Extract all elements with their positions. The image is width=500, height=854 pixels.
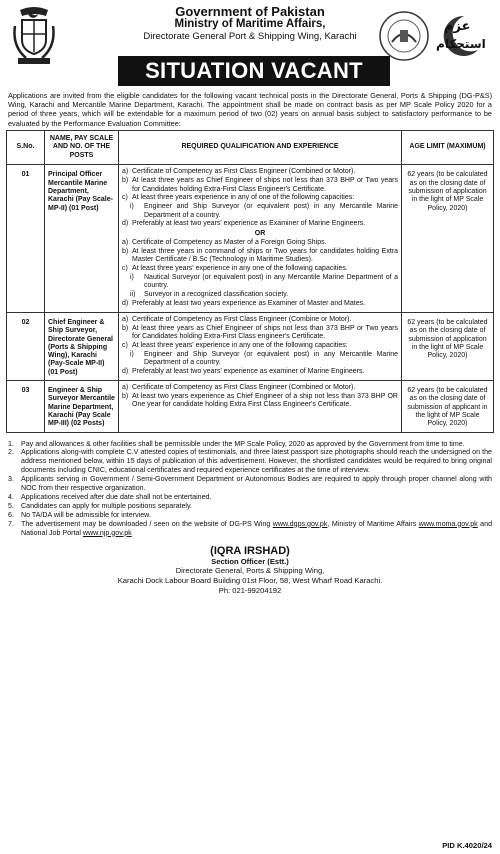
- government-title: Government of Pakistan: [175, 4, 325, 19]
- qualification-marker: a): [122, 384, 129, 392]
- link-moma-website[interactable]: www.moma.gov.pk: [418, 519, 478, 528]
- qualification-marker: b): [122, 247, 129, 255]
- qualification-item: [122, 300, 398, 308]
- note-text: Applicants serving in Government / Semi-Government Department or Autonomous Bodies are required to apply through proper channel along with NOC from their respective organization.: [21, 475, 492, 493]
- qualification-text: Preferably at least two years' experience as Examiner of Marine Engineers.: [132, 220, 366, 228]
- cell-sno: 01: [7, 165, 45, 313]
- note-item: [8, 448, 492, 475]
- qualification-item: [122, 342, 398, 350]
- qualification-marker: a): [122, 168, 129, 176]
- cell-sno: 02: [7, 313, 45, 381]
- svg-text:استحکام: استحکام: [436, 37, 486, 51]
- qualification-text: At least three years in command of ships or Two years for candidates holding Extra Master Certificate / B.Sc (Technology in Maritime Studies).: [132, 247, 398, 264]
- svg-text:عزم: عزم: [444, 19, 471, 34]
- qualification-item: [122, 393, 398, 410]
- note-item: [8, 520, 492, 538]
- qualification-marker: d): [122, 300, 129, 308]
- cell-age-limit: 62 years (to be calculated as on the closing date of submission of applicant in the light of MP Scale Policy, 2020): [402, 381, 494, 432]
- vacancy-table: [6, 130, 494, 433]
- ministry-title: Ministry of Maritime Affairs,: [174, 18, 326, 30]
- note-text: The advertisement may be downloaded / seen on the website of DG-PS Wing www.dgps.gov.pk, Ministry of Maritime Affairs www.moma.gov.pk and National Job Portal www.njp.gov.pk: [21, 519, 493, 537]
- note-text: Applications received after due date shall not be entertained.: [21, 493, 212, 501]
- qualification-item: [122, 325, 398, 342]
- qualification-text: At least three years' experience in any one of the following capacities.: [132, 265, 348, 273]
- qualification-marker: c): [122, 194, 128, 202]
- cell-post-name: Chief Engineer & Ship Surveyor, Directorate General (Ports & Shipping Wing), Karachi (Pay-Scale MP-II) (01 Post): [45, 313, 119, 381]
- note-number: 1.: [8, 439, 14, 448]
- note-number: 3.: [8, 475, 14, 484]
- cell-qualification: [119, 381, 402, 432]
- note-text: Candidates can apply for multiple positions separately.: [21, 501, 193, 510]
- note-item: [8, 511, 492, 520]
- note-number: 5.: [8, 501, 14, 510]
- qualification-text: At least two years experience as Chief Engineer of a ship not less than 373 BHP OR One year for candidate holding Extra First Class Engineer's Certificate.: [132, 392, 398, 409]
- qualification-item: [122, 203, 398, 220]
- table-row: [7, 165, 494, 313]
- qualification-item: [122, 274, 398, 291]
- table-row: [7, 313, 494, 381]
- note-text: No TA/DA will be admissible for interview.: [21, 510, 151, 519]
- qualification-item: [122, 239, 398, 247]
- qualification-item: [122, 316, 398, 324]
- qualification-marker: i): [130, 274, 134, 282]
- qualification-text: At least three years as Chief Engineer of ships not less than 373 BHP or Two years for Candidates holding Extra-First Class Engineer's Certificate.: [132, 177, 398, 193]
- notes-list: [8, 440, 492, 538]
- or-separator: OR: [254, 229, 266, 237]
- note-text: Applications along-with complete C.V attested copies of testimonials, and three latest passport size photographs should reach the undersigned on the address mentioned below, within 15 days of publication of this advertisement. However, the shortlisted candidates would be required to bring original documents including CNIC, educational certificates and required experience certificates at the time of interview.: [21, 448, 492, 475]
- signatory-designation: Section Officer (Estt.): [211, 556, 289, 566]
- qualification-marker: c): [122, 265, 128, 273]
- table-row: [7, 381, 494, 432]
- signatory-name: (IQRA IRSHAD): [210, 544, 290, 557]
- qualification-marker: c): [122, 342, 128, 350]
- table-header-row: [7, 130, 494, 165]
- situation-vacant-banner: SITUATION VACANT: [118, 56, 390, 86]
- qualification-marker: b): [122, 392, 129, 400]
- qualification-item: [122, 220, 398, 228]
- qualification-marker: ii): [130, 291, 136, 299]
- qualification-item: [122, 265, 398, 273]
- cell-post-name: Principal Officer Mercantile Marine Department, Karachi (Pay Scale-MP-II) (01 Post): [45, 165, 119, 313]
- link-njp-website[interactable]: www.njp.gov.pk: [82, 528, 132, 537]
- cell-age-limit: 62 years (to be calculated as on the closing date of submission of application in the light of MP Scale Policy, 2020): [402, 165, 494, 313]
- note-item: [8, 493, 492, 502]
- qualification-text: Surveyor in a recognized classification society.: [144, 291, 289, 299]
- qualification-text: At least three years experience in any of one of the following capacities:: [132, 194, 355, 202]
- qualification-text: Engineer and Ship Surveyor (or equivalent post) in any Mercantile Marine Department of a country.: [144, 350, 398, 367]
- note-number: 6.: [8, 510, 14, 519]
- header-qualification: REQUIRED QUALIFICATION AND EXPERIENCE: [119, 130, 402, 165]
- qualification-marker: a): [122, 239, 129, 247]
- azm-e-istehkam-logo-icon: [378, 8, 486, 66]
- qualification-item: [122, 351, 398, 368]
- qualification-text: At least three years as Chief Engineer of ships not less than 373 BHP or Two years for Candidates holding Extra-First Class engineer's Certificate.: [132, 324, 398, 341]
- note-number: 4.: [8, 493, 14, 501]
- pid-number: PID K.4020/24: [442, 841, 492, 850]
- qualification-item: [122, 177, 398, 194]
- qualification-text: Certificate of Competency as First Class Engineer (Combined or Motor).: [132, 384, 356, 392]
- header-name: NAME, PAY SCALE AND NO. OF THE POSTS: [45, 130, 119, 165]
- qualification-text: Engineer and Ship Surveyor (or equivalent post) in any Mercantile Marine Department of a country.: [144, 203, 398, 219]
- qualification-marker: d): [122, 220, 129, 228]
- qualification-marker: a): [122, 316, 129, 323]
- cell-qualification: [119, 313, 402, 381]
- note-item: [8, 475, 492, 493]
- directorate-title: Directorate General Port & Shipping Wing, Karachi: [143, 31, 357, 42]
- cell-post-name: Engineer & Ship Surveyor Mercantile Marine Department, Karachi (Pay Scale MP-III) (02 Posts): [45, 381, 119, 432]
- qualification-text: Nautical Surveyor (or equivalent post) in any Mercantile Marine Department of a country.: [144, 274, 398, 290]
- qualification-marker: i): [130, 203, 134, 211]
- qualification-marker: b): [122, 177, 129, 185]
- qualification-text: Certificate of Competency as Master of a Foreign Going Ships.: [132, 239, 327, 247]
- cell-qualification: [119, 165, 402, 313]
- qualification-text: Certificate of Competency as First Class Engineer (Combine or Motor).: [132, 316, 352, 323]
- link-dgps-website[interactable]: www.dgps.gov.pk: [272, 519, 328, 528]
- qualification-item: [122, 368, 398, 376]
- qualification-item: [122, 291, 398, 299]
- phone-line: Ph: 021-99204192: [218, 585, 282, 595]
- cell-sno: 03: [7, 381, 45, 432]
- qualification-marker: i): [130, 350, 134, 358]
- header-sno: S.No.: [7, 130, 45, 165]
- qualification-item: [122, 384, 398, 392]
- signature-block: [6, 545, 494, 596]
- note-number: 2.: [8, 448, 14, 457]
- qualification-item: [122, 194, 398, 202]
- note-item: [8, 502, 492, 511]
- note-number: 7.: [8, 519, 14, 528]
- qualification-marker: b): [122, 324, 129, 332]
- header-age-limit: AGE LIMIT (MAXIMUM): [402, 130, 494, 165]
- qualification-item: [122, 248, 398, 265]
- address-line-2: Karachi Dock Labour Board Building 01st Floor, 58, West Wharf Road Karachi.: [117, 575, 383, 585]
- intro-paragraph: Applications are invited from the eligible candidates for the following vacant technical posts in the Directorate General, Ports & Shipping (DG-P&S) Wing, Karachi and Mercantile Marine Department, Karachi. The appointment shall be made on contract basis as per MP Scale Policy 2020 for a period of three years, which will be extendable for a maximum period of two (02) years on annual basis subject to satisfactory performance to be evaluated by the Performance Evaluation Committee:: [8, 91, 492, 128]
- header: [6, 0, 494, 86]
- address-line-1: Directorate General, Ports & Shipping Wing,: [175, 565, 325, 575]
- note-text: Pay and allowances & other facilities shall be permissible under the MP Scale Policy, 2020 as approved by the Government from time to time.: [21, 439, 465, 448]
- qualification-text: Certificate of Competency as First Class Engineer (Combined or Motor).: [132, 168, 356, 176]
- qualification-text: Preferably at least two years' experience as examiner of Marine Engineers.: [132, 368, 365, 376]
- cell-age-limit: 62 years (to be calculated as on the closing date of submission of application in the light of MP Scale Policy, 2020): [402, 313, 494, 381]
- qualification-text: At least three years' experience in any one of the following capacities:: [132, 342, 348, 350]
- qualification-text: Preferably at least two years experience as Examiner of Master and Mates.: [132, 300, 366, 308]
- qualification-marker: d): [122, 368, 129, 376]
- note-item: [8, 440, 492, 449]
- qualification-item: [122, 168, 398, 176]
